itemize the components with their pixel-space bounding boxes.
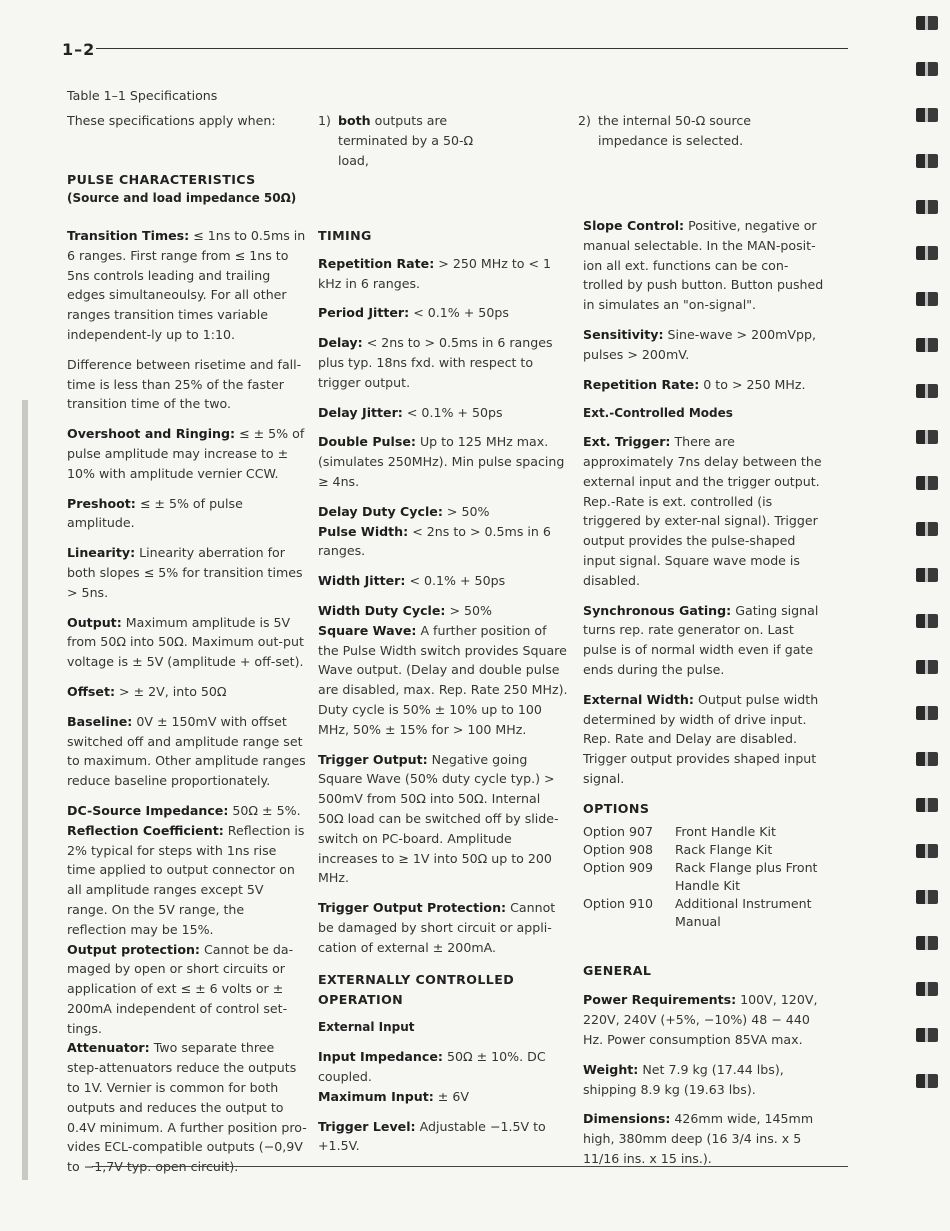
spec-item bbox=[583, 690, 828, 789]
timing-items bbox=[318, 254, 568, 958]
binding-mark bbox=[916, 476, 938, 490]
condition-2 bbox=[578, 111, 758, 151]
binding-mark bbox=[916, 338, 938, 352]
binding-mark bbox=[916, 706, 938, 720]
spec-text: 0 to > 250 MHz. bbox=[703, 376, 806, 392]
binding-mark bbox=[916, 936, 938, 950]
spec-text: ≤ ± 5% of pulse amplitude may increase to ± 10% with amplitude vernier CCW. bbox=[67, 426, 305, 481]
spec-item bbox=[583, 325, 828, 365]
spec-label: Delay Jitter: bbox=[318, 404, 403, 420]
spec-item bbox=[318, 403, 568, 423]
binding-mark bbox=[916, 982, 938, 996]
spec-text: 0V ± 150mV with offset switched off and amplitude range set to maximum. Other amplitude ranges reduce baseline proportionately. bbox=[67, 713, 306, 789]
spec-label: Maximum Input: bbox=[318, 1088, 434, 1104]
spec-item bbox=[318, 601, 568, 621]
spec-text: > 250 MHz to < 1 kHz in 6 ranges. bbox=[318, 255, 552, 291]
table-title: Table 1–1 Specifications bbox=[67, 88, 218, 103]
spec-text: < 2ns to > 0.5ms in 6 ranges plus typ. 18ns fxd. with respect to trigger output. bbox=[318, 335, 553, 390]
option-row bbox=[583, 859, 828, 895]
spec-label: Square Wave: bbox=[318, 622, 417, 638]
spec-text: Negative going Square Wave (50% duty cycle typ.) > 500mV from 50Ω into 50Ω. Internal 50Ω load can be switched off by slide-switch on PC-board. Amplitude increases to ≥ 1V into 50Ω up to 200 MHz. bbox=[318, 751, 559, 886]
spec-text: Reflection is 2% typical for steps with 1ns rise time applied to output connector on all amplitude ranges except 5V range. On the 5V range, the reflection may be 15%. bbox=[67, 822, 305, 937]
spec-item bbox=[583, 375, 828, 395]
option-description: Front Handle Kit bbox=[675, 823, 776, 839]
spec-label: Ext. Trigger: bbox=[583, 434, 671, 450]
spec-label: Width Duty Cycle: bbox=[318, 602, 446, 618]
spec-text: A further position of the Pulse Width switch provides Square Wave output. (Delay and double pulse are disabled, max. Rep. Rate 250 MHz). Duty cycle is 50% ± 10% up to 100 MHz, 50% ± 15% for > 100 MHz. bbox=[318, 622, 568, 737]
spec-text: ≤ 1ns to 0.5ms in 6 ranges. First range from ≤ 1ns to 5ns controls leading and trailing edges simultaneoulsy. For all other ranges transition times variable independent-ly up to 1:10. bbox=[67, 228, 306, 342]
spec-label: Output: bbox=[67, 614, 122, 630]
binding-mark bbox=[916, 1028, 938, 1042]
spec-text: Gating signal turns rep. rate generator on. Last pulse is of normal width even if gate ends during the pulse. bbox=[583, 602, 819, 677]
binding-mark bbox=[916, 62, 938, 76]
spec-item bbox=[67, 355, 307, 414]
spec-item bbox=[67, 613, 307, 672]
binding-mark bbox=[916, 660, 938, 674]
binding-mark bbox=[916, 522, 938, 536]
spec-item bbox=[583, 601, 828, 680]
spec-item bbox=[318, 571, 568, 591]
spec-label: Preshoot: bbox=[67, 495, 136, 511]
spec-item bbox=[67, 682, 307, 702]
page-number: 1–2 bbox=[62, 40, 96, 59]
spec-label: Delay: bbox=[318, 335, 363, 351]
spec-label: Reflection Coefficient: bbox=[67, 822, 224, 838]
spec-text: Difference between risetime and fall-time is less than 25% of the faster transition time of the two. bbox=[67, 356, 302, 412]
binding-mark bbox=[916, 890, 938, 904]
spec-text: 50Ω ± 10%. DC coupled. bbox=[318, 1049, 546, 1085]
spec-label: Repetition Rate: bbox=[583, 376, 700, 392]
spec-item bbox=[318, 522, 568, 562]
spec-text: Net 7.9 kg (17.44 lbs), shipping 8.9 kg (19.63 lbs). bbox=[583, 1061, 784, 1097]
ext-input-title: External Input bbox=[318, 1019, 415, 1034]
spec-text: Two separate three step-attenuators reduce the outputs to 1V. Vernier is common for both outputs and reduces the output to 0.4V minimum. A further position pro-vides ECL-compatible outputs (−0,9V to −1,7V typ. open circuit). bbox=[67, 1040, 307, 1175]
spec-label: Transition Times: bbox=[67, 228, 190, 243]
binding-mark bbox=[916, 430, 938, 444]
spec-label: Double Pulse: bbox=[318, 434, 416, 450]
spec-label: Trigger Output: bbox=[318, 751, 428, 767]
spec-item bbox=[318, 1087, 568, 1107]
spec-label: Attenuator: bbox=[67, 1040, 150, 1056]
condition-text: outputs are terminated by a 50-Ω load, bbox=[338, 113, 474, 168]
timing-title: TIMING bbox=[318, 228, 372, 243]
scan-edge-shadow bbox=[22, 400, 28, 1180]
spec-label: Synchronous Gating: bbox=[583, 602, 732, 618]
spec-label: Linearity: bbox=[67, 545, 136, 561]
spec-item bbox=[67, 543, 307, 602]
spec-text: < 2ns to > 0.5ms in 6 ranges. bbox=[318, 523, 551, 559]
spec-item bbox=[318, 1047, 568, 1087]
spec-text: 100V, 120V, 220V, 240V (+5%, −10%) 48 − 440 Hz. Power consumption 85VA max. bbox=[583, 992, 818, 1047]
binding-mark bbox=[916, 798, 938, 812]
binding-mark bbox=[916, 200, 938, 214]
spec-item bbox=[318, 1117, 568, 1157]
spec-text: > 50% bbox=[446, 503, 490, 519]
spec-label: Power Requirements: bbox=[583, 992, 737, 1008]
spec-label: Input Impedance: bbox=[318, 1049, 443, 1065]
option-code: Option 907 bbox=[583, 823, 654, 839]
spec-label: Pulse Width: bbox=[318, 523, 409, 539]
spec-item bbox=[583, 1109, 828, 1168]
spec-label: Baseline: bbox=[67, 713, 133, 729]
spec-item bbox=[67, 712, 307, 791]
option-description: Additional Instrument Manual bbox=[675, 895, 812, 929]
header-rule bbox=[96, 48, 848, 49]
spec-item bbox=[583, 432, 828, 590]
spec-label: Sensitivity: bbox=[583, 326, 664, 342]
condition-text: the internal 50-Ω source impedance is selected. bbox=[598, 113, 752, 148]
spec-text: 426mm wide, 145mm high, 380mm deep (16 3/4 ins. x 5 11/16 ins. x 15 ins.). bbox=[583, 1111, 814, 1166]
spec-text: ≤ ± 5% of pulse amplitude. bbox=[67, 495, 243, 531]
option-description: Rack Flange plus Front Handle Kit bbox=[675, 859, 818, 893]
spec-label: Overshoot and Ringing: bbox=[67, 426, 236, 442]
spec-item bbox=[67, 494, 307, 534]
ext-modes-items bbox=[583, 432, 828, 789]
binding-mark bbox=[916, 16, 938, 30]
column-pulse-characteristics bbox=[67, 226, 307, 1187]
spec-item bbox=[318, 502, 568, 522]
spec-item bbox=[318, 621, 568, 740]
condition-number: 2) bbox=[578, 113, 591, 128]
condition-number: 1) bbox=[318, 113, 331, 128]
spec-text: Sine-wave > 200mVpp, pulses > 200mV. bbox=[583, 326, 817, 362]
binding-mark bbox=[916, 614, 938, 628]
spec-label: Offset: bbox=[67, 683, 116, 699]
spec-item bbox=[67, 424, 307, 483]
spec-item bbox=[318, 303, 568, 323]
spec-text: Cannot be da-maged by open or short circuits or application of ext ≤ ± 6 volts or ± 200mA independent of control set-tings. bbox=[67, 941, 294, 1036]
option-description: Rack Flange Kit bbox=[675, 841, 773, 857]
ext-input-items bbox=[318, 1047, 568, 1156]
general-title: GENERAL bbox=[583, 962, 652, 978]
condition-1 bbox=[318, 111, 498, 170]
condition-bold: both bbox=[338, 113, 371, 128]
spec-item bbox=[583, 990, 828, 1049]
binding-mark bbox=[916, 154, 938, 168]
spec-label: DC-Source Impedance: bbox=[67, 802, 229, 818]
spec-text: > 50% bbox=[449, 602, 493, 618]
spec-item bbox=[583, 216, 828, 315]
option-code: Option 909 bbox=[583, 859, 654, 875]
spec-label: Dimensions: bbox=[583, 1111, 671, 1127]
spec-item bbox=[318, 432, 568, 491]
column-timing bbox=[318, 226, 568, 1166]
binding-mark bbox=[916, 292, 938, 306]
spec-text: > ± 2V, into 50Ω bbox=[119, 683, 227, 699]
spec-item bbox=[318, 254, 568, 294]
spec-text: < 0.1% + 50ps bbox=[409, 573, 506, 589]
pulse-section-heading bbox=[67, 171, 296, 207]
applies-when: These specifications apply when: bbox=[67, 113, 276, 128]
spec-label: Output protection: bbox=[67, 941, 200, 957]
spec-label: External Width: bbox=[583, 691, 694, 707]
spec-text: Output pulse width determined by width of drive input. Rep. Rate and Delay are disabled. Trigger output provides shaped input signal. bbox=[583, 691, 819, 786]
spec-text: < 0.1% + 50ps bbox=[413, 305, 509, 321]
spec-label: Delay Duty Cycle: bbox=[318, 503, 443, 519]
option-row bbox=[583, 895, 828, 931]
spec-item bbox=[67, 226, 307, 345]
spec-label: Width Jitter: bbox=[318, 573, 406, 589]
spec-text: Adjustable −1.5V to +1.5V. bbox=[318, 1118, 546, 1154]
option-row bbox=[583, 823, 828, 841]
section-title: PULSE CHARACTERISTICS bbox=[67, 172, 256, 187]
spec-label: Repetition Rate: bbox=[318, 255, 435, 271]
binding-mark bbox=[916, 246, 938, 260]
ext-modes-title: Ext.-Controlled Modes bbox=[583, 406, 733, 421]
column-external-options-general bbox=[583, 216, 828, 1179]
spec-item bbox=[67, 1038, 307, 1177]
spec-label: Period Jitter: bbox=[318, 305, 410, 321]
spec-text: Maximum amplitude is 5V from 50Ω into 50Ω. Maximum out-put voltage is ± 5V (amplitude + off-set). bbox=[67, 614, 304, 670]
spec-label: Weight: bbox=[583, 1061, 639, 1077]
option-code: Option 910 bbox=[583, 895, 654, 911]
spec-text: 50Ω ± 5%. bbox=[232, 802, 301, 818]
options-table bbox=[583, 823, 828, 931]
spec-label: Trigger Output Protection: bbox=[318, 900, 507, 916]
ext-operation-title: EXTERNALLY CONTROLLED OPERATION bbox=[318, 971, 515, 1007]
spec-label: Slope Control: bbox=[583, 218, 685, 233]
section-subtitle: (Source and load impedance 50Ω) bbox=[67, 191, 297, 205]
spec-text: Positive, negative or manual selectable. In the MAN-posit-ion all ext. functions can be con-trolled by push button. Button pushed in simulates an "on-signal". bbox=[583, 218, 824, 313]
spec-item bbox=[67, 801, 307, 821]
spec-item bbox=[583, 1060, 828, 1100]
spec-item bbox=[318, 898, 568, 957]
spec-label: Trigger Level: bbox=[318, 1118, 416, 1134]
slope-items bbox=[583, 216, 828, 394]
binding-mark bbox=[916, 108, 938, 122]
spec-text: ± 6V bbox=[437, 1088, 469, 1104]
binding-mark bbox=[916, 1074, 938, 1088]
spec-item bbox=[67, 821, 307, 940]
spec-text: Linearity aberration for both slopes ≤ 5% for transition times > 5ns. bbox=[67, 545, 303, 600]
general-items bbox=[583, 990, 828, 1168]
spec-item bbox=[318, 750, 568, 889]
spec-text: < 0.1% + 50ps bbox=[406, 404, 503, 420]
binding-mark bbox=[916, 844, 938, 858]
option-code: Option 908 bbox=[583, 841, 654, 857]
spec-text: Up to 125 MHz max. (simulates 250MHz). Min pulse spacing ≥ 4ns. bbox=[318, 434, 565, 489]
footer-rule bbox=[92, 1166, 848, 1167]
spec-item bbox=[318, 333, 568, 392]
binding-mark bbox=[916, 568, 938, 582]
spec-item bbox=[67, 940, 307, 1039]
options-title: OPTIONS bbox=[583, 800, 650, 816]
spec-text: Cannot be damaged by short circuit or appli-cation of external ± 200mA. bbox=[318, 900, 556, 955]
binding-mark bbox=[916, 752, 938, 766]
option-row bbox=[583, 841, 828, 859]
binding-mark bbox=[916, 384, 938, 398]
spec-text: There are approximately 7ns delay between the external input and the trigger output. Rep.-Rate is ext. controlled (is triggered by exter-nal signal). Trigger output provides the pulse-shaped input signal. Square wave mode is disabled. bbox=[583, 434, 822, 588]
